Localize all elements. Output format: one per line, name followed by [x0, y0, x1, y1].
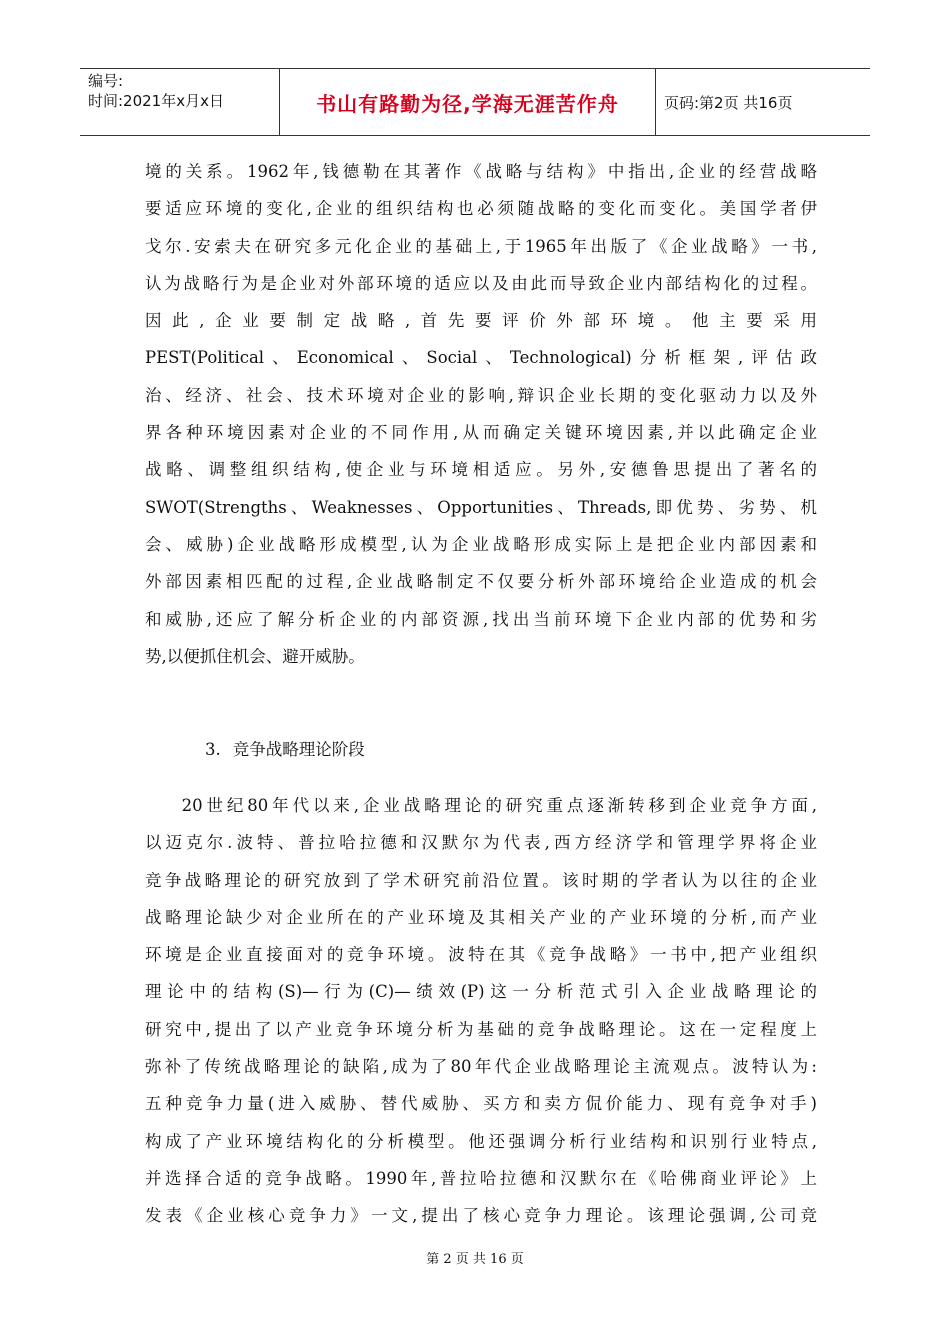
paragraph-line: 会、威胁)企业战略形成模型,认为企业战略形成实际上是把企业内部因素和 — [145, 534, 817, 554]
paragraph-line: SWOT(Strengths、Weaknesses、Opportunities、Threads,即优势、劣势、机 — [145, 497, 817, 517]
section-title: 竞争战略理论阶段 — [232, 740, 365, 759]
document-time-label: 时间:2021年x月x日 — [88, 92, 224, 110]
paragraph-line: 环境是企业直接面对的竞争环境。波特在其《竞争战略》一书中,把产业组织 — [145, 945, 817, 965]
page-header — [80, 68, 870, 136]
paragraph-line: 并选择合适的竞争战略。1990年,普拉哈拉德和汉默尔在《哈佛商业评论》上 — [145, 1168, 817, 1188]
paragraph-line: PEST(Political、Economical、Social、Technological)分析框架,评估政 — [145, 348, 817, 368]
paragraph-line: 发表《企业核心竞争力》一文,提出了核心竞争力理论。该理论强调,公司竞 — [145, 1206, 817, 1226]
paragraph-line: 戈尔.安索夫在研究多元化企业的基础上,于1965年出版了《企业战略》一书, — [145, 236, 817, 256]
paragraph-line: 20世纪80年代以来,企业战略理论的研究重点逐渐转移到企业竞争方面, — [145, 796, 817, 815]
footer-page-number: 第 2 页 共 16 页 — [426, 1252, 524, 1267]
paragraph-line: 认为战略行为是企业对外部环境的适应以及由此而导致企业内部结构化的过程。 — [145, 273, 817, 293]
page-footer — [0, 1248, 950, 1267]
paragraph-line: 外部因素相匹配的过程,企业战略制定不仅要分析外部环境给企业造成的机会 — [145, 572, 817, 592]
paragraph-environment-strategy — [145, 153, 817, 675]
header-meta — [80, 69, 280, 135]
paragraph-line: 弥补了传统战略理论的缺陷,成为了80年代企业战略理论主流观点。波特认为: — [145, 1057, 817, 1077]
paragraph-competitive-strategy — [145, 787, 817, 1235]
header-page-info: 页码:第2页 共16页 — [664, 93, 793, 112]
paragraph-line: 界各种环境因素对企业的不同作用,从而确定关键环境因素,并以此确定企业 — [145, 423, 817, 443]
paragraph-line: 要适应环境的变化,企业的组织结构也必须随战略的变化而变化。美国学者伊 — [145, 199, 817, 219]
section-number: 3. — [205, 740, 221, 759]
paragraph-line: 境的关系。1962年,钱德勒在其著作《战略与结构》中指出,企业的经营战略 — [145, 162, 817, 181]
paragraph-line: 战略、调整组织结构,使企业与环境相适应。另外,安德鲁思提出了著名的 — [145, 460, 817, 480]
paragraph-line: 五种竞争力量(进入威胁、替代威胁、买方和卖方侃价能力、现有竞争对手) — [145, 1094, 817, 1114]
header-motto-cell — [280, 69, 656, 135]
paragraph-line: 竞争战略理论的研究放到了学术研究前沿位置。该时期的学者认为以往的企业 — [145, 870, 817, 890]
paragraph-line: 以迈克尔.波特、普拉哈拉德和汉默尔为代表,西方经济学和管理学界将企业 — [145, 833, 817, 853]
paragraph-line: 研究中,提出了以产业竞争环境分析为基础的竞争战略理论。这在一定程度上 — [145, 1019, 817, 1039]
document-number-label: 编号: — [88, 72, 124, 90]
paragraph-line: 战略理论缺少对企业所在的产业环境及其相关产业的产业环境的分析,而产业 — [145, 907, 817, 927]
section-heading — [205, 738, 377, 762]
paragraph-line: 治、经济、社会、技术环境对企业的影响,辩识企业长期的变化驱动力以及外 — [145, 385, 817, 405]
header-page-cell — [656, 69, 870, 135]
paragraph-line: 理论中的结构(S)—行为(C)—绩效(P)这一分析范式引入企业战略理论的 — [145, 982, 817, 1002]
header-motto: 书山有路勤为径,学海无涯苦作舟 — [316, 91, 619, 116]
paragraph-line: 因此,企业要制定战略,首先要评价外部环境。他主要采用 — [145, 311, 817, 331]
paragraph-line: 和威胁,还应了解分析企业的内部资源,找出当前环境下企业内部的优势和劣 — [145, 609, 817, 629]
paragraph-line: 构成了产业环境结构化的分析模型。他还强调分析行业结构和识别行业特点, — [145, 1131, 817, 1151]
paragraph-line: 势,以便抓住机会、避开威胁。 — [145, 646, 365, 666]
